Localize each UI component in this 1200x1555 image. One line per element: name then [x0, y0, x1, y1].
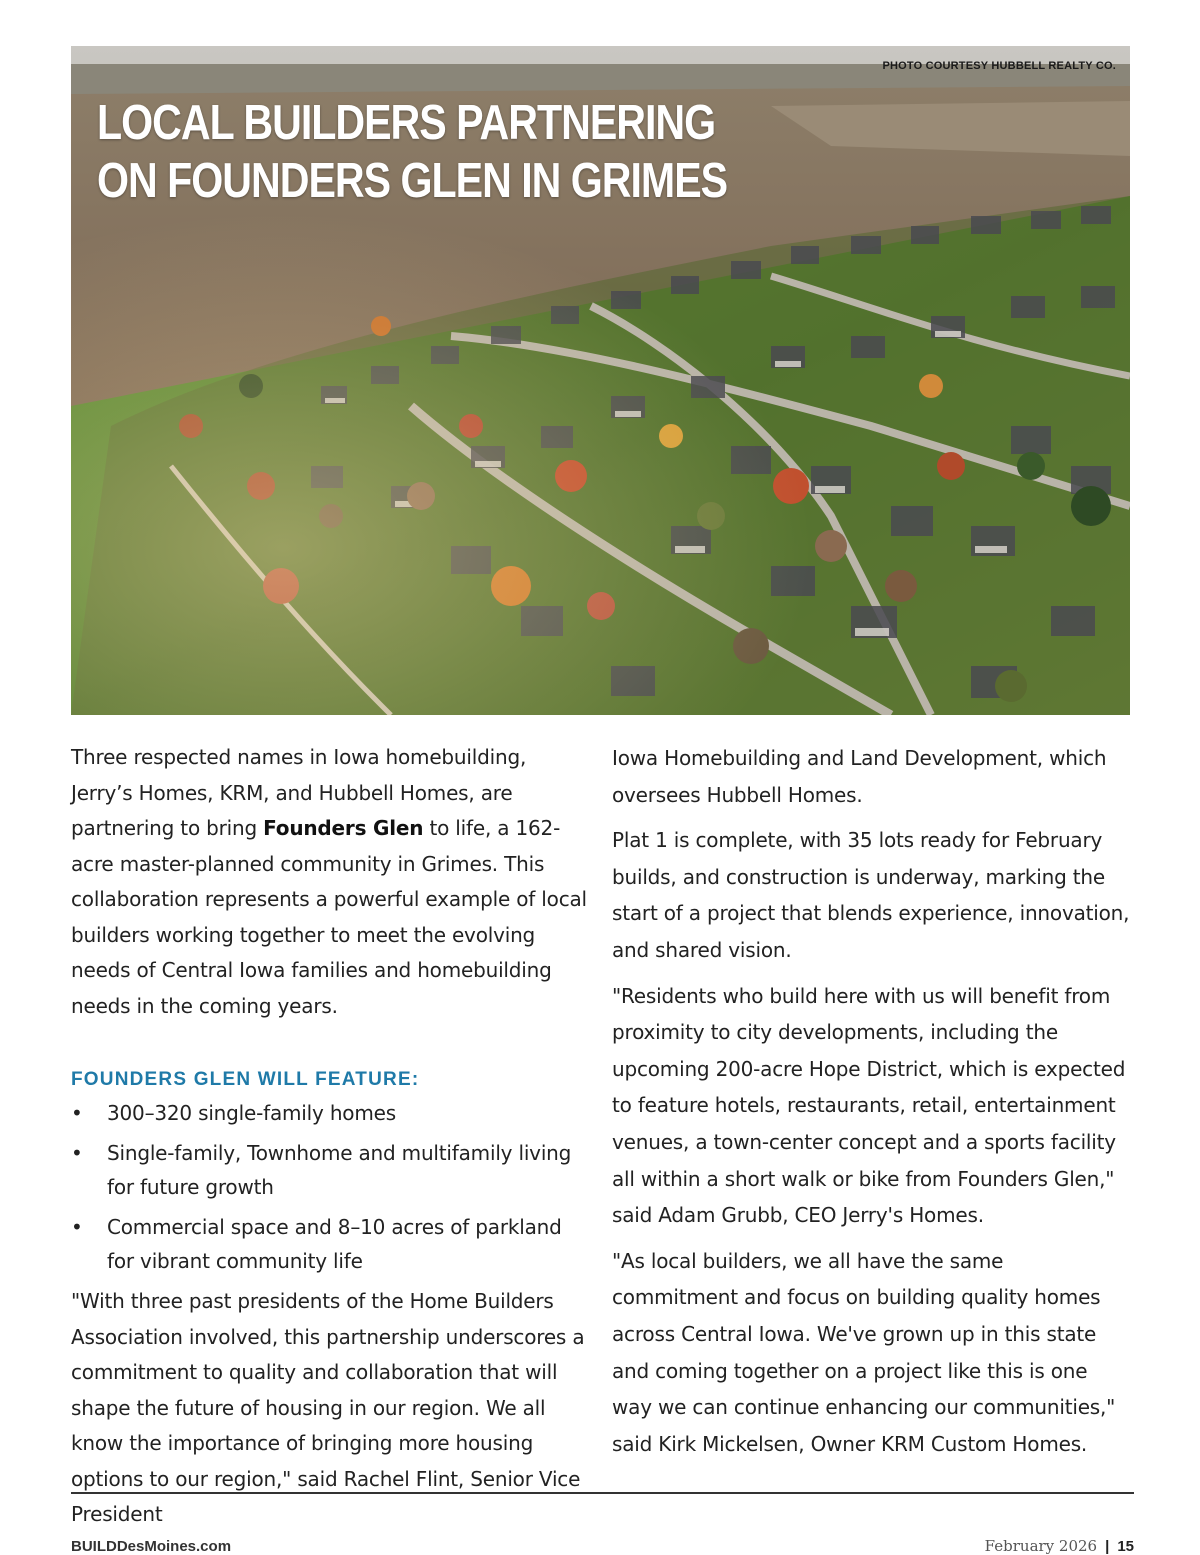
- left-column: [71, 740, 591, 1533]
- page-number: 15: [1117, 1538, 1134, 1555]
- hero-photo: [71, 46, 1130, 715]
- intro-paragraph: [71, 740, 591, 1024]
- list-item: [71, 1210, 591, 1278]
- headline-line-1: LOCAL BUILDERS PARTNERING: [97, 96, 716, 150]
- footer-separator: |: [1105, 1538, 1110, 1555]
- headline-line-2: ON FOUNDERS GLEN IN GRIMES: [97, 154, 728, 208]
- intro-text-end: to life, a 162-acre master-planned community in Grimes. This collaboration represents a powerful example of local builders working together to meet the evolving needs of Central Iowa families and homebuilding needs in the coming years.: [71, 816, 587, 1018]
- rachel-flint-quote: "With three past presidents of the Home Builders Association involved, this partnership underscores a commitment to quality and collaboration that will shape the future of housing in our region. We all know the importance of bringing more housing options to our region," said Rachel Flint, Senior Vice President: [71, 1289, 585, 1526]
- kirk-mickelsen-quote: "As local builders, we all have the same commitment and focus on building quality homes across Central Iowa. We've grown up in this state and coming together on a project like this is one way we can continue enhancing our communities," said Kirk Mickelsen, Owner KRM Custom Homes.: [612, 1248, 1116, 1456]
- bullet-icon: •: [71, 1141, 83, 1165]
- footer-date: February 2026: [984, 1537, 1098, 1555]
- article-headline: [97, 94, 727, 210]
- bullet-icon: •: [71, 1101, 83, 1125]
- list-item: [71, 1096, 591, 1130]
- photo-credit: PHOTO COURTESY HUBBELL REALTY CO.: [882, 60, 1116, 72]
- right-column: [612, 740, 1132, 1471]
- features-list: [71, 1096, 591, 1278]
- features-heading: FOUNDERS GLEN WILL FEATURE:: [71, 1069, 420, 1090]
- feature-text: 300–320 single-family homes: [107, 1101, 396, 1125]
- bullet-icon: •: [71, 1215, 83, 1239]
- footer-page-info: [985, 1537, 1134, 1555]
- feature-text: Single-family, Townhome and multifamily living for future growth: [107, 1141, 572, 1199]
- plat-paragraph: Plat 1 is complete, with 35 lots ready for February builds, and construction is underway, marking the start of a project that blends experience, innovation, and shared vision.: [612, 828, 1130, 962]
- quote-continuation: Iowa Homebuilding and Land Development, which oversees Hubbell Homes.: [612, 746, 1107, 807]
- feature-text: Commercial space and 8–10 acres of parkland for vibrant community life: [107, 1215, 562, 1273]
- footer-site: BUILDDesMoines.com: [71, 1538, 232, 1555]
- footer-divider: [71, 1492, 1134, 1494]
- founders-glen-bold: Founders Glen: [263, 816, 424, 840]
- list-item: [71, 1136, 591, 1204]
- intro-text-start: Three respected names in Iowa homebuilding, Jerry’s Homes, KRM, and Hubbell Homes, are partnering to bring: [71, 745, 527, 840]
- adam-grubb-quote: "Residents who build here with us will benefit from proximity to city developments, including the upcoming 200-acre Hope District, which is expected to feature hotels, restaurants, retail, entertainment venues, a town-center concept and a sports facility all within a short walk or bike from Founders Glen," said Adam Grubb, CEO Jerry's Homes.: [612, 983, 1126, 1228]
